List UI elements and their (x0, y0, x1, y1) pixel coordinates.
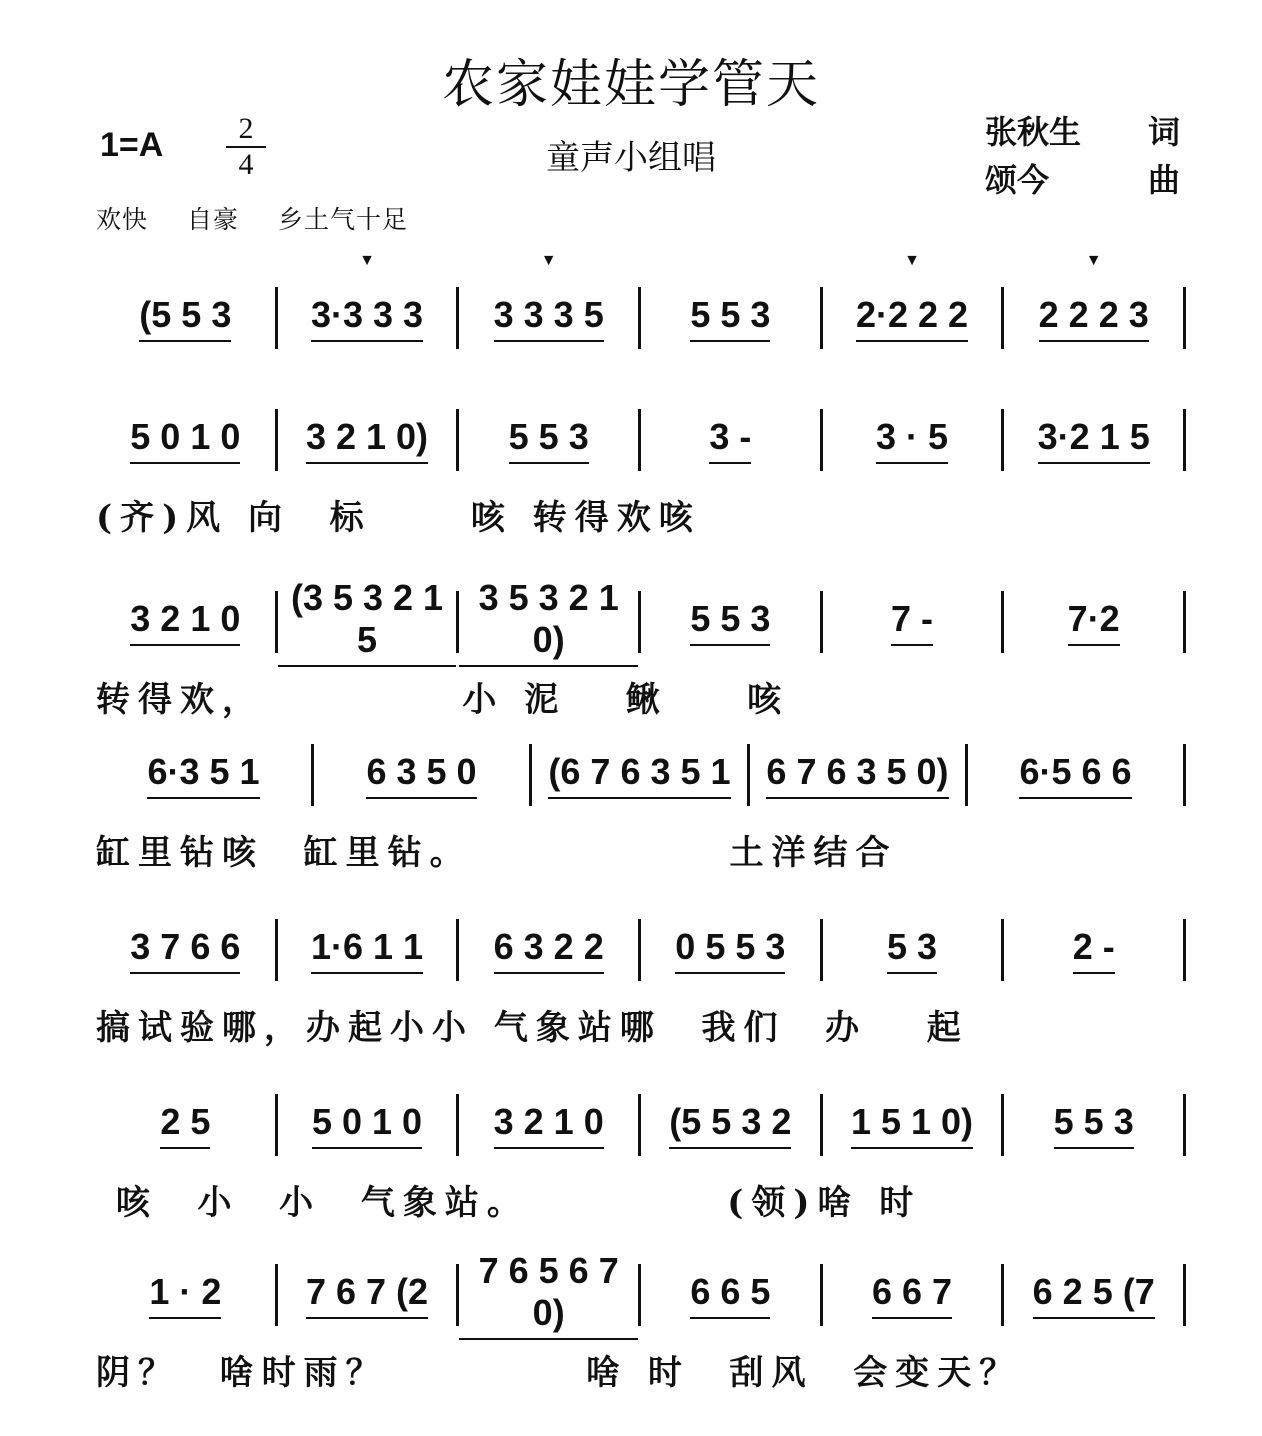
barline (1183, 591, 1186, 653)
measure-notes: 5 5 3 (690, 598, 770, 646)
lyrics-line: 转得欢， 小 泥 鳅 咳 (96, 680, 790, 720)
composer-role: 曲 (1147, 161, 1180, 199)
time-signature-top: 2 (238, 112, 254, 145)
measure-notes: 7 - (891, 598, 933, 646)
tempo-word: 自豪 (186, 205, 239, 234)
lyricist-line (985, 108, 1180, 156)
staff-row (96, 725, 1186, 873)
measure-notes: 3 · 5 (876, 416, 948, 464)
measure-notes: 7·2 (1068, 598, 1120, 646)
measure-notes: ▼ 2·2 2 2 (856, 294, 968, 342)
measure-notes: 3 7 6 6 (130, 926, 240, 974)
measure-notes: 3 5 3 2 1 0) (459, 577, 638, 667)
measure-notes: 6 3 5 0 (366, 751, 476, 799)
lyrics-line: 缸里钻咳 缸里钻。 土洋结合 (96, 833, 898, 873)
lyrics-line: 咳 小 小 气象站。 (领)啥 时 (96, 1183, 922, 1223)
measure-notes: 6 6 5 (690, 1271, 770, 1319)
tempo-word: 乡土气十足 (277, 205, 408, 234)
measure (96, 598, 275, 646)
measure (459, 926, 638, 974)
measure-notes: 3·2 1 5 (1038, 416, 1150, 464)
measure-notes: ▼ 2 2 2 3 (1039, 294, 1149, 342)
measure-notes: (3 5 3 2 1 5 (278, 577, 457, 667)
barline (1183, 287, 1186, 349)
measure (278, 294, 457, 342)
song-title: 农家娃娃学管天 (441, 55, 820, 115)
measure (459, 1250, 638, 1340)
measure (750, 751, 965, 799)
notes-line (96, 900, 1186, 1000)
measure-notes: (6 7 6 3 5 1 (548, 751, 730, 799)
staff-row (96, 1075, 1186, 1223)
measure (823, 1101, 1002, 1149)
staff-row (96, 900, 1186, 1048)
measure (459, 416, 638, 464)
barline (1183, 919, 1186, 981)
measure (532, 751, 747, 799)
lyricist-name: 张秋生 (985, 113, 1082, 151)
measure (641, 598, 820, 646)
notes-line (96, 268, 1186, 368)
barline (1183, 409, 1186, 471)
measure-notes: 6 7 6 3 5 0) (766, 751, 948, 799)
measure-notes: 0 5 5 3 (675, 926, 785, 974)
tempo-word: 欢快 (96, 205, 149, 234)
measure (96, 751, 311, 799)
credits (985, 108, 1180, 204)
measure (641, 926, 820, 974)
measure (459, 577, 638, 667)
measure (1004, 1271, 1183, 1319)
performance-note: 童声小组唱 (546, 138, 716, 178)
measure (968, 751, 1183, 799)
measure (823, 926, 1002, 974)
measure (96, 926, 275, 974)
notes-line (96, 725, 1186, 825)
measure-notes: 6 2 5 (7 (1033, 1271, 1155, 1319)
measure (278, 416, 457, 464)
notes-line (96, 1245, 1186, 1345)
barline (1183, 744, 1186, 806)
measure (823, 294, 1002, 342)
measure-notes: 3 2 1 0) (306, 416, 428, 464)
measure-notes: ▼ 3·3 3 3 (311, 294, 423, 342)
measure-notes: (5 5 3 (139, 294, 231, 342)
measure (1004, 598, 1183, 646)
measure-notes: 1·6 1 1 (311, 926, 423, 974)
barline (1183, 1264, 1186, 1326)
measure (823, 416, 1002, 464)
measure-notes: ▼ 3 3 3 5 (494, 294, 604, 342)
measure (641, 294, 820, 342)
measure-notes: 2 - (1073, 926, 1115, 974)
measure-notes: 5 5 3 (1054, 1101, 1134, 1149)
measure-notes: 3 2 1 0 (494, 1101, 604, 1149)
staff-row (96, 572, 1186, 720)
tempo-marking (96, 200, 438, 236)
measure-notes: 3 2 1 0 (130, 598, 240, 646)
measure (1004, 294, 1183, 342)
measure (96, 1101, 275, 1149)
measure-notes: 6 6 7 (872, 1271, 952, 1319)
measure-notes: 7 6 7 (2 (306, 1271, 428, 1319)
measure-notes: 2 5 (160, 1101, 210, 1149)
measure (1004, 926, 1183, 974)
measure (278, 577, 457, 667)
measure (278, 1101, 457, 1149)
staff-row (96, 1245, 1186, 1393)
measure (459, 1101, 638, 1149)
measure (96, 294, 275, 342)
measure-notes: 6·3 5 1 (147, 751, 259, 799)
notes-line (96, 390, 1186, 490)
composer-line (985, 156, 1180, 204)
measure-notes: (5 5 3 2 (669, 1101, 791, 1149)
time-signature (226, 112, 266, 182)
measure-notes: 5 0 1 0 (312, 1101, 422, 1149)
measure (314, 751, 529, 799)
measure-notes: 5 5 3 (690, 294, 770, 342)
measure (278, 926, 457, 974)
staff-row (96, 390, 1186, 538)
measure (459, 294, 638, 342)
measure-notes: 6 3 2 2 (494, 926, 604, 974)
measure-notes: 5 0 1 0 (130, 416, 240, 464)
barline (1183, 1094, 1186, 1156)
staff-row (96, 268, 1186, 368)
lyrics-line: 搞试验哪，办起小小 气象站哪 我们 办 起 (96, 1008, 969, 1048)
measure-notes: 6·5 6 6 (1019, 751, 1131, 799)
measure (96, 416, 275, 464)
lyricist-role: 词 (1147, 113, 1180, 151)
measure-notes: 3 - (709, 416, 751, 464)
lyrics-line: (齐)风 向 标 咳 转得欢咳 (96, 498, 701, 538)
measure (96, 1271, 275, 1319)
measure (1004, 416, 1183, 464)
measure-notes: 7 6 5 6 7 0) (459, 1250, 638, 1340)
measure (1004, 1101, 1183, 1149)
measure (641, 1101, 820, 1149)
key-signature: 1=A (100, 126, 164, 164)
measure-notes: 5 3 (887, 926, 937, 974)
composer-name: 颂今 (985, 161, 1050, 199)
notes-line (96, 1075, 1186, 1175)
measure-notes: 1 5 1 0) (851, 1101, 973, 1149)
measure (823, 598, 1002, 646)
measure-notes: 1 · 2 (149, 1271, 221, 1319)
time-signature-bottom: 4 (226, 146, 266, 182)
notes-line (96, 572, 1186, 672)
measure (278, 1271, 457, 1319)
measure (823, 1271, 1002, 1319)
measure-notes: 5 5 3 (509, 416, 589, 464)
lyrics-line: 阴？ 啥时雨？ 啥 时 刮风 会变天？ (96, 1353, 1022, 1393)
measure (641, 1271, 820, 1319)
measure (641, 416, 820, 464)
